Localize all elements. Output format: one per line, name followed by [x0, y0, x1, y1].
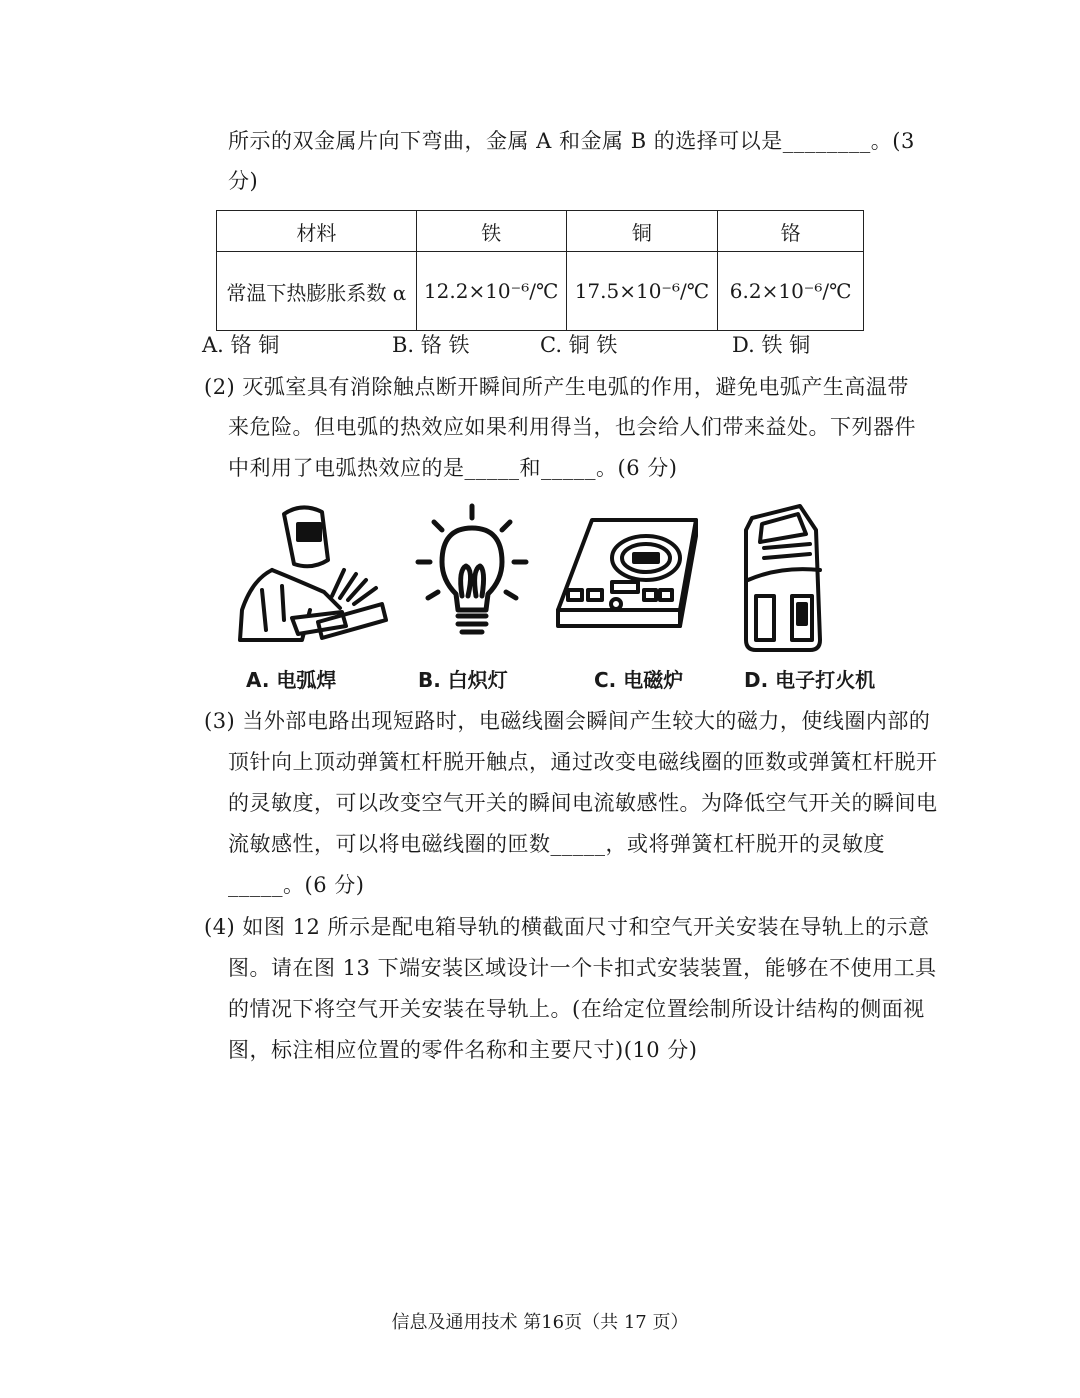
- thermal-expansion-table: [216, 210, 864, 331]
- table-header-iron: 铁: [416, 211, 566, 252]
- figure-b: [412, 500, 532, 650]
- table-cell-copper: 17.5×10⁻⁶/℃: [566, 252, 718, 331]
- q3-text-line4: 流敏感性，可以将电磁线圈的匝数_____，或将弹簧杠杆脱开的灵敏度: [228, 832, 885, 856]
- table-header-chromium: 铬: [718, 211, 864, 252]
- table-header-material: 材料: [217, 211, 417, 252]
- q3-text-line3: 的灵敏度，可以改变空气开关的瞬间电流敏感性。为降低空气开关的瞬间电: [228, 791, 938, 815]
- induction-cooker-icon: [552, 500, 702, 650]
- q1-text-line2: 分): [228, 169, 259, 193]
- caption-a: A. 电弧焊: [246, 668, 337, 692]
- q4-text-line3: 的情况下将空气开关安装在导轨上。(在给定位置绘制所设计结构的侧面视: [228, 997, 925, 1021]
- caption-c: C. 电磁炉: [594, 668, 684, 692]
- option-d[interactable]: D. 铁 铜: [732, 333, 811, 357]
- welder-icon: [232, 500, 392, 650]
- q3-text-line1: (3) 当外部电路出现短路时，电磁线圈会瞬间产生较大的磁力，使线圈内部的: [204, 709, 931, 733]
- option-a[interactable]: A. 铬 铜: [202, 333, 280, 357]
- option-c[interactable]: C. 铜 铁: [540, 333, 618, 357]
- q2-text-line3: 中利用了电弧热效应的是_____和_____。(6 分): [228, 456, 678, 480]
- caption-b: B. 白炽灯: [418, 668, 508, 692]
- figure-c: [552, 500, 702, 650]
- table-header-copper: 铜: [566, 211, 718, 252]
- q2-text-line1: (2) 灭弧室具有消除触点断开瞬间所产生电弧的作用，避免电弧产生高温带: [204, 375, 909, 399]
- q3-text-line2: 顶针向上顶动弹簧杠杆脱开触点，通过改变电磁线圈的匝数或弹簧杠杆脱开: [228, 750, 938, 774]
- caption-d: D. 电子打火机: [744, 668, 876, 692]
- light-bulb-icon: [412, 500, 532, 650]
- table-row-label: 常温下热膨胀系数 α: [217, 252, 417, 331]
- lighter-icon: [740, 500, 830, 656]
- page-footer: 信息及通用技术 第16页（共 17 页）: [391, 1312, 689, 1333]
- option-b[interactable]: B. 铬 铁: [392, 333, 470, 357]
- table-row: [217, 252, 864, 331]
- table-cell-iron: 12.2×10⁻⁶/℃: [416, 252, 566, 331]
- q3-text-line5: _____。(6 分): [228, 873, 365, 897]
- q4-text-line2: 图。请在图 13 下端安装区域设计一个卡扣式安装装置，能够在不使用工具: [228, 956, 937, 980]
- figure-a: [232, 500, 392, 650]
- q4-text-line4: 图，标注相应位置的零件名称和主要尺寸)(10 分): [228, 1038, 698, 1062]
- table-cell-chromium: 6.2×10⁻⁶/℃: [718, 252, 864, 331]
- q2-text-line2: 来危险。但电弧的热效应如果利用得当，也会给人们带来益处。下列器件: [228, 415, 916, 439]
- table-header-row: [217, 211, 864, 252]
- q4-text-line1: (4) 如图 12 所示是配电箱导轨的横截面尺寸和空气开关安装在导轨上的示意: [204, 915, 930, 939]
- q1-text-line1: 所示的双金属片向下弯曲，金属 A 和金属 B 的选择可以是________。(3: [228, 129, 915, 153]
- figure-d: [740, 500, 830, 656]
